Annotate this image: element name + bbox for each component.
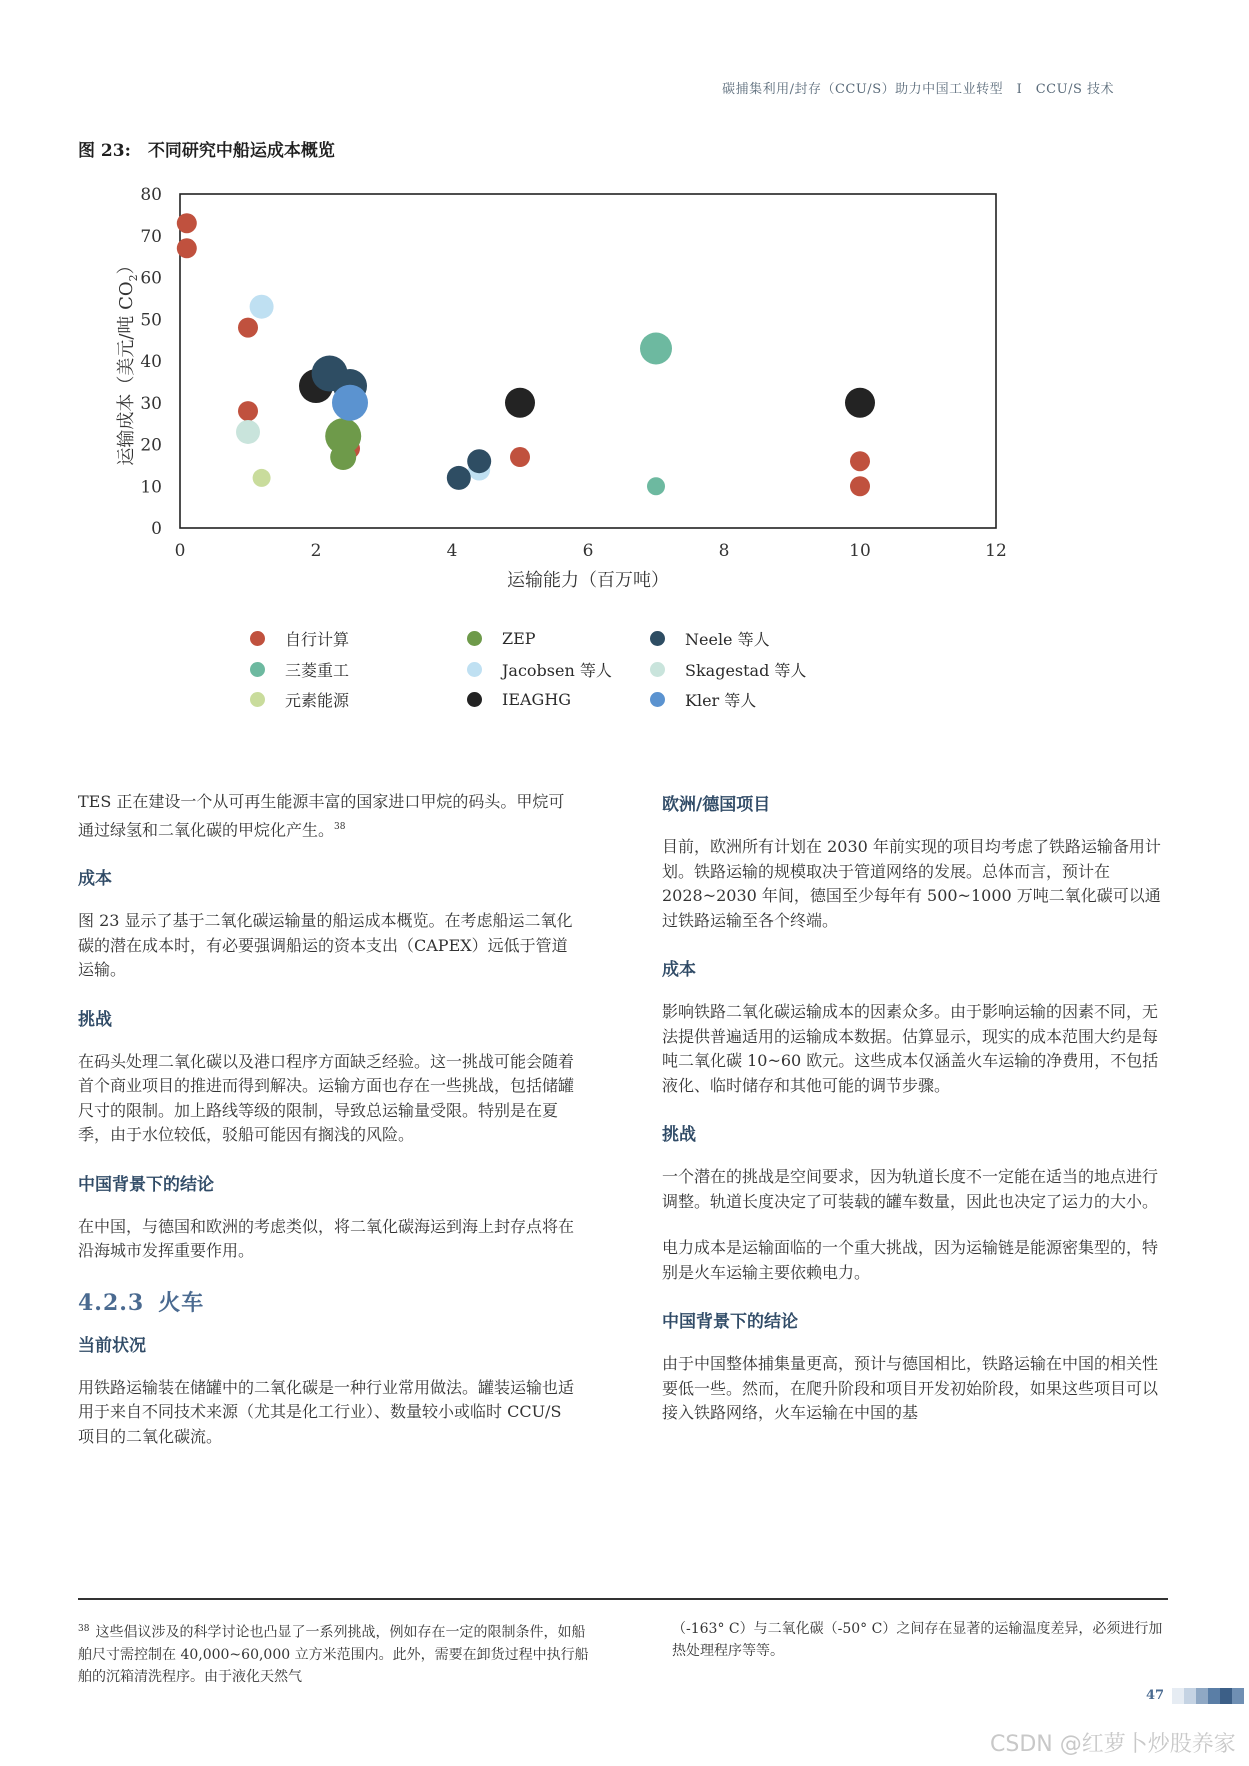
rail-challenge-paragraph-2: 电力成本是运输面临的一个重大挑战，因为运输链是能源密集型的，特别是火车运输主要依赖电力。	[662, 1238, 1159, 1282]
rail-cost-heading: 成本	[662, 960, 696, 980]
x-axis-label: 运输能力（百万吨）	[507, 570, 669, 591]
y-axis-label: 运输成本（美元/吨 $CO_2$）	[116, 256, 140, 466]
legend-item	[650, 625, 770, 651]
footnote-right: （-163° C）与二氧化碳（-50° C）之间存在显著的运输温度差异，必须进行加热处理程序等等。	[672, 1621, 1163, 1659]
legend-swatch	[250, 662, 265, 677]
section-heading	[78, 1286, 578, 1317]
challenge-heading: 挑战	[78, 1009, 112, 1030]
plot-frame	[180, 194, 996, 528]
legend-swatch	[250, 692, 265, 707]
x-tick-label: 12	[985, 541, 1007, 561]
watermark: CSDN @红萝卜炒股养家	[990, 1732, 1236, 1757]
left-column	[78, 790, 578, 1471]
legend-label: Jacobsen 等人	[502, 660, 612, 680]
rail-challenge-paragraph-1: 一个潜在的挑战是空间要求，因为轨道长度不一定能在适当的地点进行调整。轨道长度决定了可装载的罐车数量，因此也决定了运力的大小。	[662, 1167, 1159, 1211]
y-tick-label: 0	[151, 519, 162, 539]
legend-item	[250, 625, 349, 651]
rail-challenge-heading: 挑战	[662, 1125, 696, 1145]
legend-item	[650, 686, 756, 712]
chart-legend	[250, 625, 870, 720]
data-point	[238, 318, 258, 338]
rail-china-conclusion-paragraph: 由于中国整体捕集量更高，预计与德国相比，铁路运输在中国的相关性要低一些。然而，在爬升阶段和项目开发初始阶段，如果这些项目可以接入铁路网络，火车运输在中国的基	[662, 1354, 1159, 1422]
legend-swatch	[650, 662, 665, 677]
y-tick-label: 60	[140, 268, 162, 289]
x-tick-label: 10	[849, 541, 871, 561]
data-point	[640, 332, 672, 364]
legend-item	[250, 656, 349, 682]
legend-item	[650, 656, 806, 682]
page-bar-segment	[1208, 1688, 1220, 1704]
data-point	[505, 388, 535, 418]
legend-label: ZEP	[502, 628, 536, 648]
y-tick-label: 30	[140, 393, 162, 414]
legend-swatch	[467, 692, 482, 707]
legend-item	[467, 625, 536, 651]
data-point	[238, 401, 258, 421]
section-number: 4.2.3	[78, 1289, 145, 1316]
legend-label: Skagestad 等人	[685, 660, 807, 680]
data-point	[647, 477, 665, 495]
eu-germany-project-heading: 欧洲/德国项目	[662, 795, 771, 815]
right-column	[662, 790, 1162, 1448]
legend-label: 元素能源	[285, 690, 350, 710]
china-conclusion-heading: 中国背景下的结论	[78, 1174, 214, 1195]
x-tick-label: 4	[446, 541, 458, 561]
legend-label: 自行计算	[285, 629, 350, 649]
page-bar-segment	[1184, 1688, 1196, 1704]
data-point	[850, 451, 870, 471]
section-title: 火车	[158, 1289, 205, 1316]
cost-heading: 成本	[78, 869, 112, 890]
data-point	[177, 238, 197, 258]
figure-title: 图 23: 不同研究中船运成本概览	[78, 141, 335, 161]
y-axis-ticks	[140, 185, 162, 539]
page-bar-segment	[1172, 1688, 1184, 1704]
x-tick-label: 6	[582, 541, 594, 561]
data-point	[467, 449, 491, 473]
data-point	[177, 213, 197, 233]
legend-swatch	[650, 631, 665, 646]
data-point	[253, 469, 271, 487]
data-point	[850, 476, 870, 496]
y-tick-label: 20	[140, 435, 162, 456]
x-axis-ticks	[175, 541, 1007, 561]
footnote-text-left: 这些倡议涉及的科学讨论也凸显了一系列挑战，例如存在一定的限制条件，如船舶尺寸需控制在 40,000~60,000 立方米范围内。此外，需要在卸货过程中执行船舶的沉箱清洗程序。由于液化天然气	[78, 1624, 589, 1685]
page-number: 47	[1146, 1688, 1165, 1703]
legend-swatch	[467, 662, 482, 677]
data-point	[510, 447, 530, 467]
eu-germany-project-paragraph: 目前，欧洲所有计划在 2030 年前实现的项目均考虑了铁路运输备用计划。铁路运输的规模取决于管道网络的发展。总体而言，预计在 2028~2030 年间，德国至少每年有 500~1000 万吨二氧化碳可以通过铁路运输至各个终端。	[662, 837, 1161, 930]
rail-cost-paragraph: 影响铁路二氧化碳运输成本的因素众多。由于影响运输的因素不同，无法提供普遍适用的运输成本数据。估算显示，现实的成本范围大约是每吨二氧化碳 10~60 欧元。这些成本仅涵盖火车运输的净费用，不包括液化、临时储存和其他可能的调节步骤。	[662, 1002, 1159, 1095]
data-point	[330, 444, 356, 470]
x-tick-label: 2	[310, 541, 322, 561]
y-tick-label: 10	[140, 477, 162, 498]
intro-text: TES 正在建设一个从可再生能源丰富的国家进口甲烷的码头。甲烷可通过绿氢和二氧化碳的甲烷化产生。	[78, 792, 565, 839]
page-bar-segment	[1196, 1688, 1208, 1704]
rail-china-conclusion-heading: 中国背景下的结论	[662, 1312, 798, 1332]
data-point	[845, 388, 875, 418]
legend-swatch	[650, 692, 665, 707]
footnote-reference: 38	[334, 821, 346, 832]
legend-swatch	[250, 631, 265, 646]
data-point	[332, 385, 368, 421]
data-point	[236, 420, 260, 444]
legend-label: IEAGHG	[502, 689, 572, 709]
footnote-left	[78, 1618, 598, 1688]
challenge-paragraph: 在码头处理二氧化碳以及港口程序方面缺乏经验。这一挑战可能会随着首个商业项目的推进而得到解决。运输方面也存在一些挑战，包括储罐尺寸的限制。加上路线等级的限制，导致总运输量受限。特别是在夏季，由于水位较低，驳船可能因有搁浅的风险。	[78, 1051, 575, 1145]
x-tick-label: 0	[174, 541, 186, 561]
y-tick-label: 70	[140, 226, 162, 247]
page-color-bar	[1172, 1688, 1249, 1704]
page-bar-segment	[1220, 1688, 1232, 1704]
legend-label: 三菱重工	[285, 660, 350, 680]
x-tick-label: 8	[718, 541, 730, 561]
legend-swatch	[467, 631, 482, 646]
legend-label: Kler 等人	[685, 690, 757, 710]
footnote-divider	[78, 1598, 1168, 1600]
running-header: 碳捕集利用/封存（CCU/S）助力中国工业转型 I CCU/S 技术	[722, 82, 1114, 97]
legend-item	[467, 686, 571, 712]
legend-item	[467, 656, 612, 682]
footnote-number: 38	[78, 1624, 90, 1634]
legend-item	[250, 686, 349, 712]
y-tick-label: 80	[140, 185, 162, 205]
y-tick-label: 50	[140, 310, 162, 331]
current-status-heading: 当前状况	[78, 1335, 146, 1356]
data-point	[447, 466, 471, 490]
cost-paragraph: 图 23 显示了基于二氧化碳运输量的船运成本概览。在考虑船运二氧化碳的潜在成本时，有必要强调船运的资本支出（CAPEX）远低于管道运输。	[78, 911, 573, 980]
intro-paragraph	[78, 790, 578, 842]
data-point	[250, 295, 274, 319]
china-conclusion-paragraph: 在中国，与德国和欧洲的考虑类似，将二氧化碳海运到海上封存点将在沿海城市发挥重要作用。	[78, 1216, 575, 1261]
legend-label: Neele 等人	[685, 629, 770, 649]
data-points	[177, 213, 875, 496]
y-tick-label: 40	[140, 352, 162, 372]
current-status-paragraph: 用铁路运输装在储罐中的二氧化碳是一种行业常用做法。罐装运输也适用于来自不同技术来源（尤其是化工行业）、数量较小或临时 CCU/S 项目的二氧化碳流。	[78, 1377, 575, 1446]
page-bar-segment	[1232, 1688, 1244, 1704]
